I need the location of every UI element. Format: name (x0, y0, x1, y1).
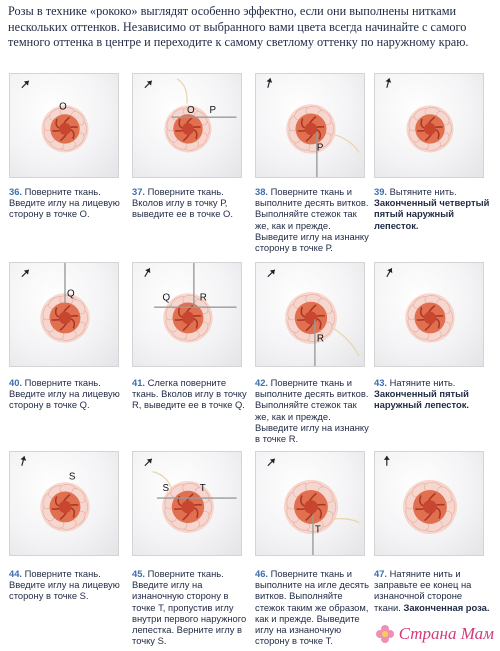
step-text: Слегка поверните ткань. Вколов иглу в точку R, выведите ее в точке Q. (132, 377, 247, 411)
step-number: 42. (255, 377, 271, 388)
direction-arrow-icon (19, 455, 27, 466)
direction-arrow-icon (20, 79, 31, 90)
step-illustration (375, 263, 483, 366)
direction-arrow-icon (265, 77, 273, 88)
step-number: 46. (255, 568, 271, 579)
step-photo (374, 73, 484, 178)
point-label: S (68, 471, 76, 483)
step-caption (255, 377, 371, 444)
step-number: 45. (132, 568, 148, 579)
point-label: Q (66, 288, 75, 300)
rose-embroidery (405, 293, 454, 342)
watermark-text: Страна Мам (398, 624, 494, 643)
rose-embroidery (406, 105, 453, 152)
rose-embroidery (40, 482, 89, 531)
step-text: Натяните нить. (389, 377, 456, 388)
step-photo (374, 451, 484, 556)
direction-arrow-icon (384, 456, 390, 466)
step-caption (374, 377, 490, 411)
point-label: P (209, 105, 217, 117)
direction-arrow-icon (384, 77, 392, 88)
step-caption (374, 186, 490, 231)
step-photo (9, 451, 119, 556)
point-label: T (199, 483, 206, 495)
step-caption (9, 377, 125, 411)
intro-paragraph: Розы в технике «рококо» выглядят особенно эффектно, если они выполнены нитками нескольких оттенков. Независимо от выбранного вами цвета всегда начинайте с самого темного оттенка в центре и переходите к самому светлому оттенку по наружному краю. (8, 4, 469, 49)
step-photo (374, 262, 484, 367)
step-photo (255, 73, 365, 178)
step-text: Натяните нить и заправьте ее конец на изнаночной стороне ткани. (374, 568, 472, 613)
step-number: 38. (255, 186, 271, 197)
step-illustration (256, 74, 364, 177)
step-illustration (10, 74, 118, 177)
step-photo (9, 262, 119, 367)
flower-logo-icon (374, 623, 396, 645)
step-text: Поверните ткань. Введите иглу на лицевую сторону в точке S. (9, 568, 120, 602)
direction-arrow-icon (142, 267, 152, 278)
rose-embroidery (285, 292, 337, 344)
rose-embroidery (41, 105, 88, 152)
step-text: Поверните ткань. Введите иглу на лицевую сторону в точке О. (9, 186, 120, 220)
point-label: O (59, 101, 67, 113)
step-caption (132, 377, 248, 411)
thread-strand (177, 79, 187, 104)
step-number: 40. (9, 377, 25, 388)
direction-arrow-icon (143, 457, 154, 468)
step-illustration (375, 74, 483, 177)
step-text: Поверните ткань и выполните десять витков. Выполняйте стежок так же, как и прежде. Выведите иглу на изнанку в точке R. (255, 377, 369, 445)
step-photo (132, 262, 242, 367)
rose-embroidery (403, 480, 457, 534)
step-text: Поверните ткань. Вколов иглу в точку Р, выведите ее в точке О. (132, 186, 233, 220)
step-illustration (133, 452, 241, 555)
step-caption (255, 568, 371, 646)
step-text: Поверните ткань и выполните на игле десять витков. Выполняйте стежок таким же образом, как и прежде. Выведите иглу на изнаночную сторону в точке Т. (255, 568, 370, 647)
point-label: O (187, 105, 195, 117)
step-text: Поверните ткань и выполните десять витков. Выполняйте стежок так же, как и прежде. Выведите иглу на изнанку сторону в точке Р. (255, 186, 369, 254)
step-photo (9, 73, 119, 178)
step-result: Законченный четвертый пятый наружный лепесток. (374, 197, 490, 231)
step-illustration (10, 452, 118, 555)
direction-arrow-icon (266, 268, 277, 279)
step-caption (9, 568, 125, 602)
step-illustration (375, 452, 483, 555)
point-label: R (316, 333, 324, 345)
step-caption (9, 186, 125, 220)
step-number: 44. (9, 568, 25, 579)
step-photo (132, 73, 242, 178)
step-result: Законченная роза. (403, 601, 490, 613)
step-number: 37. (132, 186, 148, 197)
step-caption (132, 568, 248, 646)
step-number: 41. (132, 377, 148, 388)
step-photo (255, 451, 365, 556)
direction-arrow-icon (384, 267, 394, 278)
rose-embroidery (286, 104, 335, 153)
step-caption (374, 568, 490, 613)
step-caption (255, 186, 371, 253)
step-number: 36. (9, 186, 25, 197)
watermark (374, 623, 494, 645)
step-caption (132, 186, 248, 220)
step-text: Вытяните нить. (389, 186, 457, 197)
rose-embroidery (284, 480, 338, 534)
point-label: P (316, 142, 324, 154)
step-illustration (133, 263, 241, 366)
step-photo (132, 451, 242, 556)
step-number: 47. (374, 568, 390, 579)
step-illustration (256, 452, 364, 555)
step-number: 39. (374, 186, 390, 197)
step-number: 43. (374, 377, 390, 388)
direction-arrow-icon (143, 79, 154, 90)
step-illustration (256, 263, 364, 366)
step-text: Поверните ткань. Введите иглу на лицевую сторону в точке Q. (9, 377, 120, 411)
point-label: T (314, 524, 321, 536)
direction-arrow-icon (266, 457, 277, 468)
step-result: Законченный пятый наружный лепесток. (374, 388, 469, 411)
step-text: Поверните ткань. Введите иглу на изнаночную сторону в точке Т, пропустив иглу внутри первого наружного лепестка. Верните иглу в точку S. (132, 568, 247, 647)
step-illustration (10, 263, 118, 366)
direction-arrow-icon (20, 268, 31, 279)
rose-embroidery (162, 481, 214, 533)
point-label: R (199, 292, 207, 304)
point-label: Q (162, 292, 171, 304)
step-illustration (133, 74, 241, 177)
step-photo (255, 262, 365, 367)
point-label: S (162, 483, 170, 495)
